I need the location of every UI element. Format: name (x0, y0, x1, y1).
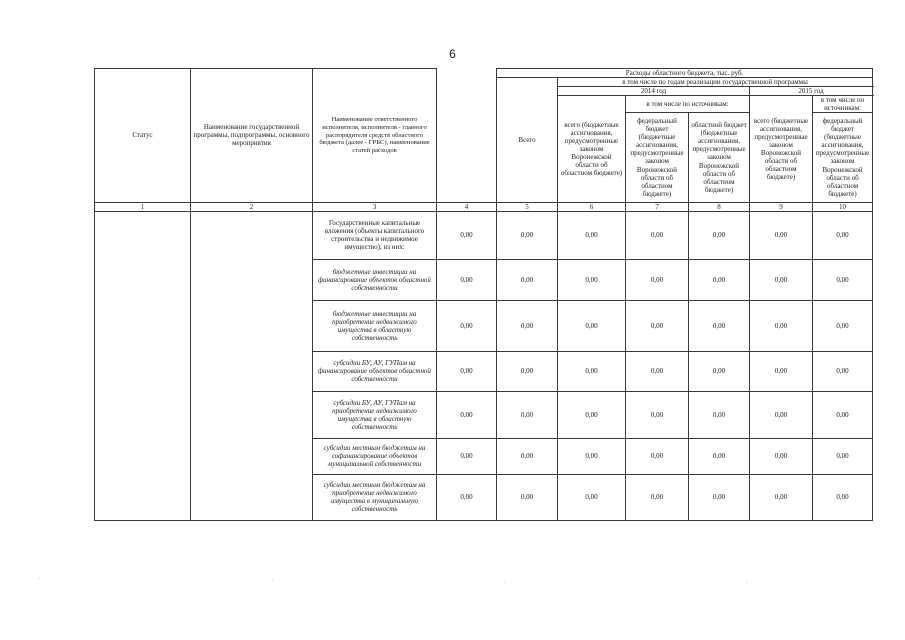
header-col7: областной бюджет (бюджетные ассигнования, предусмотренные законом Воронежской области об областном бюджете) (689, 113, 750, 203)
row-name: субсидии БУ, АУ, ГУПам на приобретение недвижимого имущества в областную собственность (313, 391, 437, 438)
scan-speck: · (38, 576, 40, 582)
value-cell: 0,00 (813, 351, 873, 391)
column-number: 5 (497, 202, 558, 211)
value-cell: 0,00 (626, 259, 689, 300)
scan-speck: · (272, 578, 274, 584)
header-year-2014: 2014 год (558, 87, 750, 96)
value-cell: 0,00 (689, 211, 750, 259)
value-cell: 0,00 (750, 300, 813, 351)
value-cell: 0,00 (626, 438, 689, 474)
value-cell: 0,00 (750, 438, 813, 474)
status-cell (95, 211, 191, 520)
value-cell: 0,00 (497, 438, 558, 474)
value-cell: 0,00 (750, 474, 813, 520)
value-cell: 0,00 (437, 438, 497, 474)
value-cell: 0,00 (813, 300, 873, 351)
header-status: Статус (95, 69, 191, 203)
row-name: субсидии БУ, АУ, ГУПам на финансирование объектов областной собственности (313, 351, 437, 391)
program-name-cell (191, 211, 313, 520)
value-cell: 0,00 (750, 391, 813, 438)
value-cell: 0,00 (437, 391, 497, 438)
column-number: 10 (813, 202, 873, 211)
value-cell: 0,00 (558, 211, 626, 259)
header-executor: Наименование ответственного исполнителя, исполнителя - главного распорядителя средств областного бюджета (далее - ГРБС), наименование статей расходов (313, 69, 437, 203)
row-name: субсидии местным бюджетам на приобретение недвижимого имущества в муниципальную собственность (313, 474, 437, 520)
value-cell: 0,00 (750, 259, 813, 300)
value-cell: 0,00 (689, 300, 750, 351)
value-cell: 0,00 (497, 259, 558, 300)
value-cell: 0,00 (689, 259, 750, 300)
value-cell: 0,00 (750, 351, 813, 391)
header-by-sources-2015: в том числе по источникам: (813, 96, 873, 113)
value-cell: 0,00 (626, 351, 689, 391)
column-number: 9 (750, 202, 813, 211)
header-expenses-title: Расходы областного бюджета, тыс. руб. (497, 69, 873, 78)
value-cell: 0,00 (689, 474, 750, 520)
value-cell: 0,00 (626, 474, 689, 520)
column-number: 6 (558, 202, 626, 211)
header-col5: всего (бюджетные ассигнования, предусмотренные законом Воронежской области об областном бюджете) (558, 96, 626, 203)
value-cell: 0,00 (558, 351, 626, 391)
value-cell: 0,00 (689, 438, 750, 474)
value-cell: 0,00 (437, 259, 497, 300)
row-name: бюджетные инвестиции на приобретение недвижимого имущества в областную собственность (313, 300, 437, 351)
value-cell: 0,00 (626, 300, 689, 351)
value-cell: 0,00 (558, 438, 626, 474)
value-cell: 0,00 (689, 391, 750, 438)
column-number: 1 (95, 202, 191, 211)
value-cell: 0,00 (437, 211, 497, 259)
row-name: субсидии местным бюджетам на софинансирование объектов муниципальной собственности (313, 438, 437, 474)
header-by-sources-2014: в том числе по источникам: (626, 96, 750, 113)
row-name: бюджетные инвестиции на финансирование объектов областной собственности (313, 259, 437, 300)
budget-table (94, 68, 873, 521)
header-col6: федеральный бюджет (бюджетные ассигнования, предусмотренные законом Воронежской области об областном бюджете) (626, 113, 689, 203)
column-number: 8 (689, 202, 750, 211)
row-name: Государственные капитальные вложения (объекты капитального строительства и недвижимое имущество), из них: (313, 211, 437, 259)
value-cell: 0,00 (437, 474, 497, 520)
column-number: 3 (313, 202, 437, 211)
value-cell: 0,00 (813, 474, 873, 520)
header-col9: федеральный бюджет (бюджетные ассигнования, предусмотренные законом Воронежской области об областном бюджете) (813, 113, 873, 203)
column-number: 7 (626, 202, 689, 211)
scan-speck: · (504, 580, 506, 586)
value-cell: 0,00 (497, 300, 558, 351)
value-cell: 0,00 (813, 259, 873, 300)
column-numbers-row (95, 202, 873, 211)
value-cell: 0,00 (813, 391, 873, 438)
page-number: 6 (449, 47, 456, 61)
value-cell: 0,00 (750, 211, 813, 259)
value-cell: 0,00 (558, 391, 626, 438)
value-cell: 0,00 (558, 259, 626, 300)
value-cell: 0,00 (813, 438, 873, 474)
value-cell: 0,00 (437, 351, 497, 391)
value-cell: 0,00 (626, 391, 689, 438)
value-cell: 0,00 (497, 211, 558, 259)
value-cell: 0,00 (813, 211, 873, 259)
header-col8: всего (бюджетные ассигнования, предусмотренные законом Воронежской области об областном бюджете) (750, 96, 813, 203)
column-number: 2 (191, 202, 313, 211)
column-number: 4 (437, 202, 497, 211)
scan-speck: · (746, 580, 748, 586)
value-cell: 0,00 (497, 351, 558, 391)
value-cell: 0,00 (437, 300, 497, 351)
value-cell: 0,00 (558, 474, 626, 520)
header-by-years: в том числе по годам реализации государственной программы (558, 78, 873, 87)
header-year-2015: 2015 год (750, 87, 873, 96)
value-cell: 0,00 (558, 300, 626, 351)
table-row (95, 211, 873, 259)
header-program-name: Наименование государственной программы, подпрограммы, основного мероприятия (191, 69, 313, 203)
value-cell: 0,00 (497, 474, 558, 520)
value-cell: 0,00 (497, 391, 558, 438)
value-cell: 0,00 (626, 211, 689, 259)
header-total: Всего (497, 78, 558, 203)
value-cell: 0,00 (689, 351, 750, 391)
